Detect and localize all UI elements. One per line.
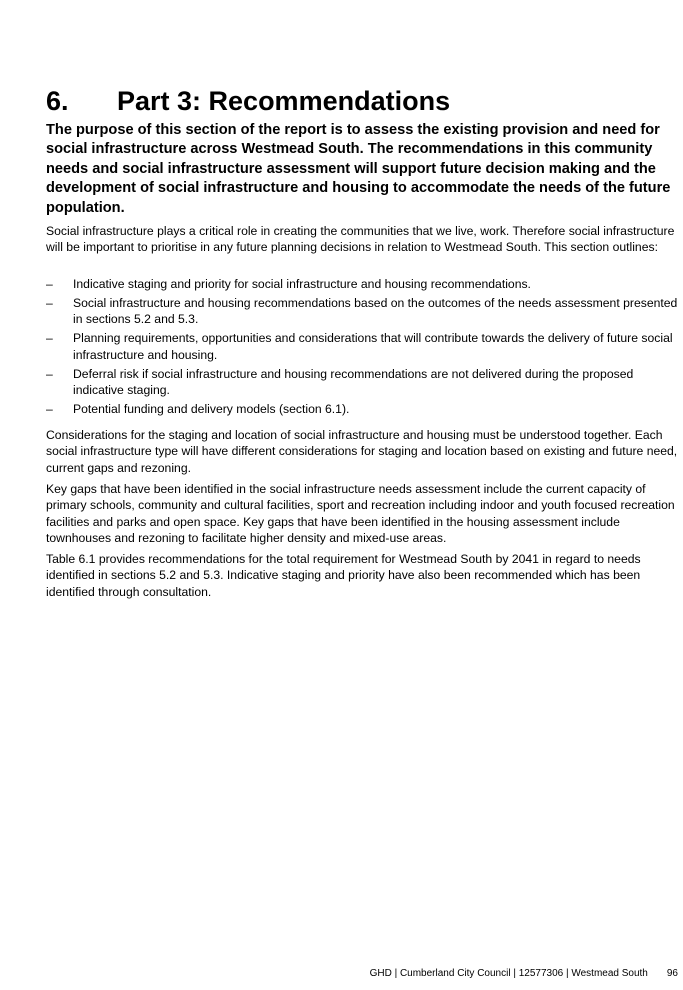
table-reference-paragraph: Table 6.1 provides recommendations for the total requirement for Westmead South by 2041 in regard to needs identified in sections 5.2 and 5.3. Indicative staging and priority have also been recommended which has been identified through consultation.	[46, 552, 641, 599]
dash-bullet: –	[46, 331, 53, 346]
list-item	[46, 401, 678, 417]
key-gaps-paragraph: Key gaps that have been identified in the social infrastructure needs assessment include the current capacity of primary schools, community and cultural facilities, sport and recreation including indoor and youth focused recreation facilities and parks and open space. Key gaps that have been identified in the housing assessment include townhouses and rezoning to facilitate higher density and mixed-use areas.	[46, 482, 675, 546]
considerations-paragraph: Considerations for the staging and location of social infrastructure and housing must be understood together. Each social infrastructure type will have different considerations for staging and location based on existing and future need, current gaps and rezoning.	[46, 428, 678, 475]
list-item-text: Indicative staging and priority for social infrastructure and housing recommendations.	[73, 277, 531, 291]
outline-list	[46, 276, 678, 420]
intro-paragraph: Social infrastructure plays a critical role in creating the communities that we live, work. Therefore social infrastructure will be important to prioritise in any future planning decisions in relation to Westmead South. This section outlines:	[46, 224, 675, 255]
dash-bullet: –	[46, 366, 53, 381]
section-heading	[46, 83, 450, 119]
list-item	[46, 366, 678, 399]
list-item	[46, 330, 678, 363]
lead-paragraph: The purpose of this section of the report is to assess the existing provision and need for social infrastructure across Westmead South. The recommendations in this community needs and social infrastructure assessment will support future decision making and the development of social infrastructure and housing to accommodate the needs of the future population.	[46, 122, 671, 216]
page-number: 96	[666, 968, 678, 979]
list-item-text: Potential funding and delivery models (section 6.1).	[73, 402, 350, 417]
list-item-text: Planning requirements, opportunities and considerations that will contribute towards the delivery of future social infrastructure and housing.	[73, 331, 673, 362]
dash-bullet: –	[46, 296, 53, 310]
footer-text: GHD | Cumberland City Council | 12577306 | Westmead South	[369, 968, 648, 979]
section-number: 6.	[46, 86, 69, 117]
list-item-text: Social infrastructure and housing recommendations based on the outcomes of the needs assessment presented in sections 5.2 and 5.3.	[73, 296, 678, 327]
list-item	[46, 295, 678, 328]
dash-bullet: –	[46, 277, 53, 291]
page-footer	[370, 967, 678, 981]
dash-bullet: –	[46, 402, 53, 417]
section-title: Part 3: Recommendations	[117, 86, 451, 117]
list-item	[46, 276, 678, 292]
list-item-text: Deferral risk if social infrastructure and housing recommendations are not delivered during the proposed indicative staging.	[73, 366, 634, 398]
